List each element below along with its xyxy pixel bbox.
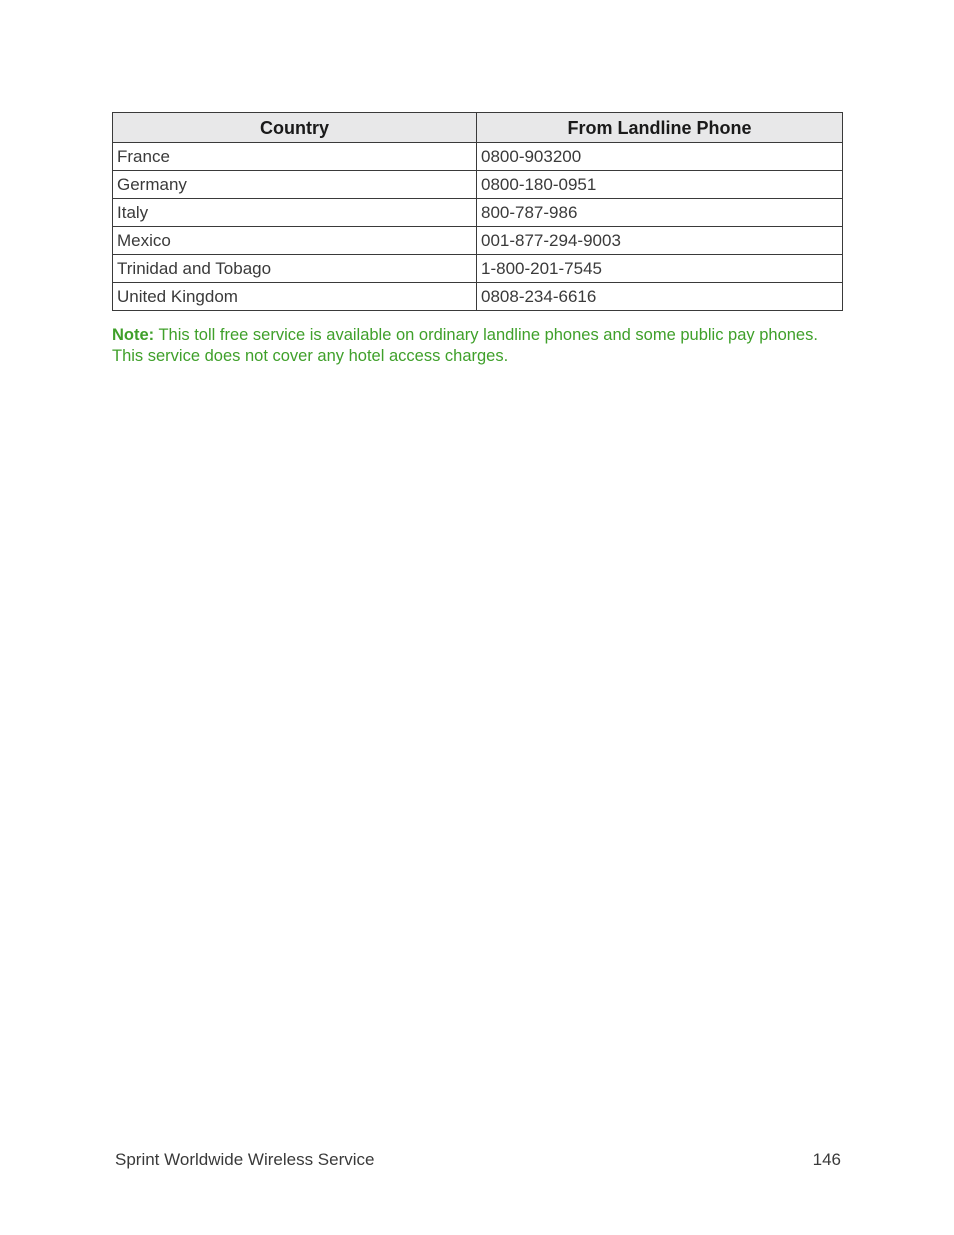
country-cell: Mexico [113,227,477,255]
column-header-landline: From Landline Phone [477,113,843,143]
country-number-table-container [112,112,842,311]
phone-number-cell: 001-877-294-9003 [477,227,843,255]
country-cell: Trinidad and Tobago [113,255,477,283]
country-cell: United Kingdom [113,283,477,311]
table-row [113,283,843,311]
table-row [113,255,843,283]
footer-title: Sprint Worldwide Wireless Service [115,1150,375,1169]
table-row [113,199,843,227]
table-row [113,227,843,255]
phone-number-cell: 0800-903200 [477,143,843,171]
toll-free-note [112,325,852,367]
note-text-line-2: This service does not cover any hotel access charges. [112,347,509,365]
phone-number-cell: 1-800-201-7545 [477,255,843,283]
country-cell: Italy [113,199,477,227]
column-header-country: Country [113,113,477,143]
table-row [113,143,843,171]
phone-number-cell: 800-787-986 [477,199,843,227]
country-cell: Germany [113,171,477,199]
page-number: 146 [812,1150,841,1169]
note-text-line-1: This toll free service is available on ordinary landline phones and some public pay phones. [158,326,818,344]
country-cell: France [113,143,477,171]
note-label: Note: [112,326,155,344]
table-header-row [113,113,843,143]
phone-number-cell: 0800-180-0951 [477,171,843,199]
phone-number-cell: 0808-234-6616 [477,283,843,311]
country-number-table [112,112,843,311]
table-row [113,171,843,199]
